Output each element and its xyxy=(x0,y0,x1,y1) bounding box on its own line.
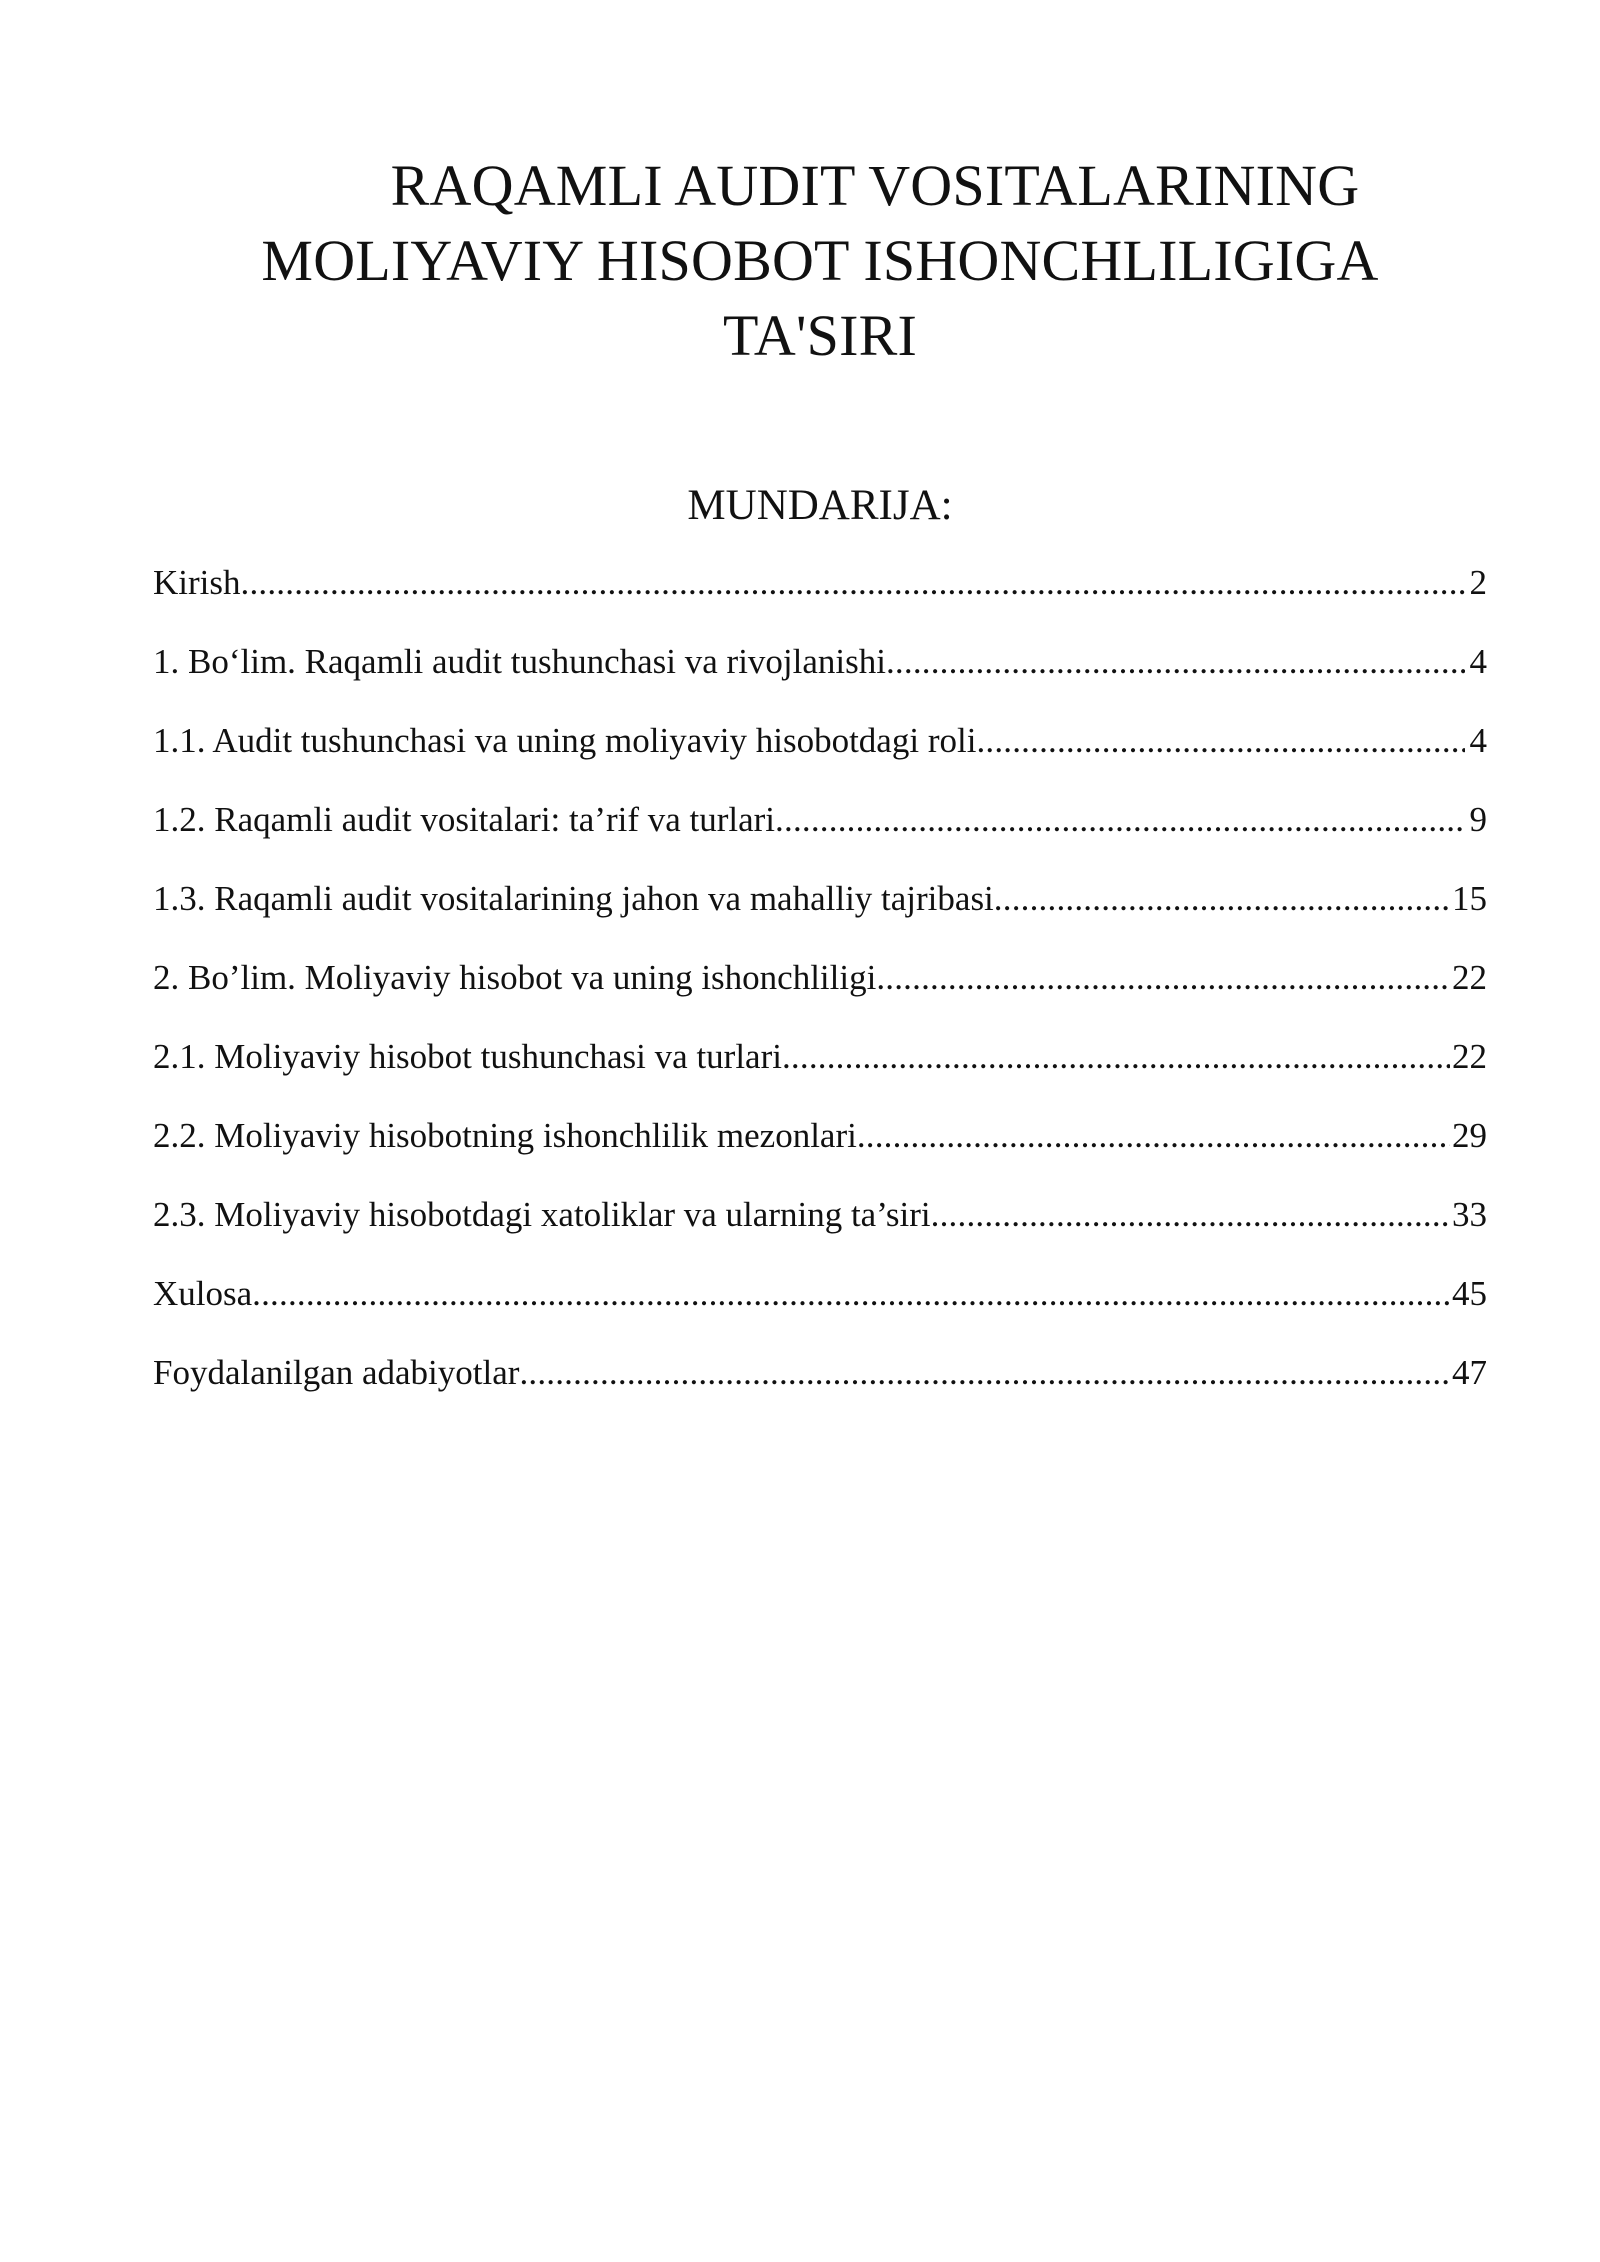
toc-entry-page: 15 xyxy=(1452,879,1487,918)
toc-dot-leader xyxy=(252,1269,1450,1319)
toc-entry-section-1-1 xyxy=(153,716,1487,795)
toc-entry-section-2-3 xyxy=(153,1190,1487,1269)
title-line-1: RAQAMLI AUDIT VOSITALARINING xyxy=(390,153,1360,218)
toc-entry-page: 29 xyxy=(1452,1116,1487,1155)
toc-dot-leader xyxy=(931,1190,1450,1240)
toc-entry-page: 33 xyxy=(1452,1195,1487,1234)
toc-entry-label: Foydalanilgan adabiyotlar xyxy=(153,1353,520,1392)
toc-heading: MUNDARIJA: xyxy=(687,482,953,529)
toc-entry-label: 1. Bo‘lim. Raqamli audit tushunchasi va rivojlanishi xyxy=(153,642,886,681)
toc-dot-leader xyxy=(782,1032,1450,1082)
toc-entry-page: 22 xyxy=(1452,1037,1487,1076)
toc-dot-leader xyxy=(519,1348,1450,1398)
toc-entry-label: 2.3. Moliyaviy hisobotdagi xatoliklar va ularning ta’siri xyxy=(153,1195,931,1234)
toc-entry-label: 2. Bo’lim. Moliyaviy hisobot va uning ishonchliligi xyxy=(153,958,877,997)
toc-entry-label: 1.2. Raqamli audit vositalari: ta’rif va turlari xyxy=(153,800,776,839)
toc-entry-page: 22 xyxy=(1452,958,1487,997)
toc-entry-section-2-2 xyxy=(153,1111,1487,1190)
toc-entry-label: 2.2. Moliyaviy hisobotning ishonchlilik mezonlari xyxy=(153,1116,857,1155)
table-of-contents xyxy=(153,558,1487,1427)
toc-entry-label: Xulosa xyxy=(153,1274,253,1313)
toc-entry-references xyxy=(153,1348,1487,1427)
toc-entry-label: 2.1. Moliyaviy hisobot tushunchasi va turlari xyxy=(153,1037,782,1076)
toc-entry-section-1-3 xyxy=(153,874,1487,953)
toc-entry-xulosa xyxy=(153,1269,1487,1348)
toc-dot-leader xyxy=(994,874,1450,924)
toc-entry-kirish xyxy=(153,558,1487,637)
title-line-3: TA'SIRI xyxy=(722,303,918,368)
toc-entry-page: 4 xyxy=(1469,642,1487,681)
toc-entry-section-2-1 xyxy=(153,1032,1487,1111)
toc-entry-label: 1.1. Audit tushunchasi va uning moliyaviy hisobotdagi roli xyxy=(153,721,977,760)
toc-entry-label: 1.3. Raqamli audit vositalarining jahon va mahalliy tajribasi xyxy=(153,879,994,918)
toc-entry-page: 45 xyxy=(1452,1274,1487,1313)
toc-entry-page: 2 xyxy=(1469,563,1487,602)
toc-dot-leader xyxy=(876,953,1450,1003)
title-line-2: MOLIYAVIY HISOBOT ISHONCHLILIGIGA xyxy=(261,228,1379,293)
toc-entry-label: Kirish xyxy=(153,563,241,602)
toc-entry-page: 47 xyxy=(1452,1353,1487,1392)
toc-dot-leader xyxy=(976,716,1465,766)
toc-entry-section-2 xyxy=(153,953,1487,1032)
toc-dot-leader xyxy=(886,637,1465,687)
toc-entry-section-1 xyxy=(153,637,1487,716)
toc-dot-leader xyxy=(775,795,1465,845)
toc-entry-page: 9 xyxy=(1469,800,1487,839)
toc-entry-section-1-2 xyxy=(153,795,1487,874)
document-title xyxy=(150,148,1490,373)
toc-entry-page: 4 xyxy=(1469,721,1487,760)
toc-dot-leader xyxy=(241,558,1466,608)
toc-dot-leader xyxy=(857,1111,1450,1161)
